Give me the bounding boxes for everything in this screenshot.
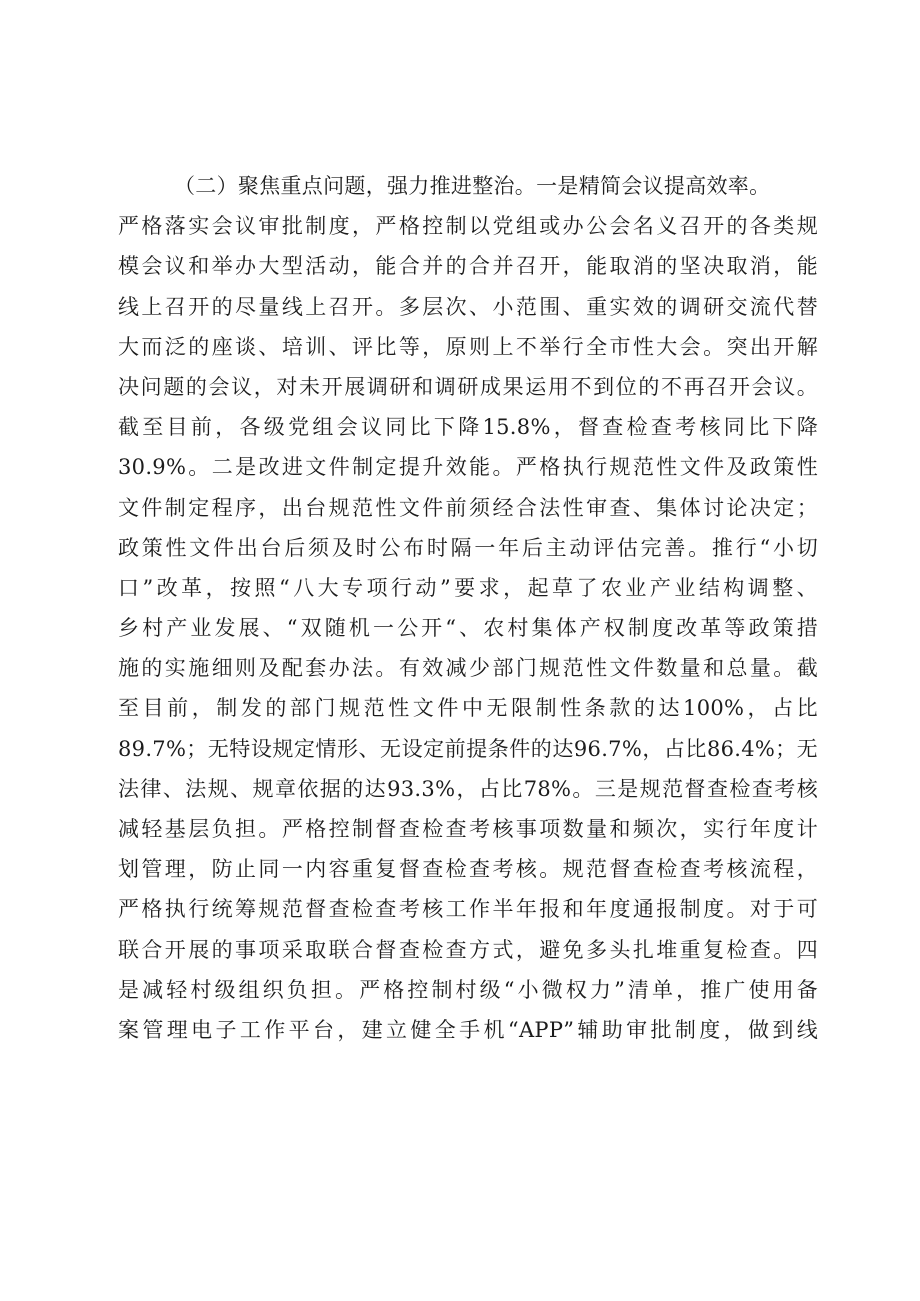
paragraph-line-18: 划管理，防止同一内容重复督查检查考核。规范督查检查考核流程， (118, 857, 818, 882)
paragraph-line-16: 法律、法规、规章依据的达93.3%，占比78%。三是规范督查检查考核 (118, 776, 818, 801)
paragraph-line-11: 口”改革，按照“八大专项行动”要求，起草了农业产业结构调整、 (118, 575, 818, 600)
paragraph-line-4: 线上召开的尽量线上召开。多层次、小范围、重实效的调研交流代替 (118, 294, 818, 319)
paragraph-line-12: 乡村产业发展、“双随机一公开“、农村集体产权制度改革等政策措 (118, 616, 818, 641)
paragraph-line-22: 案管理电子工作平台，建立健全手机“APP”辅助审批制度，做到线 (118, 1017, 818, 1042)
paragraph-line-9: 文件制定程序，出台规范性文件前须经合法性审查、集体讨论决定； (118, 495, 818, 520)
paragraph-line-15: 89.7%；无特设规定情形、无设定前提条件的达96.7%，占比86.4%；无 (118, 736, 818, 761)
paragraph-line-14: 至目前，制发的部门规范性文件中无限制性条款的达100%，占比 (118, 696, 818, 721)
paragraph-line-1: （二）聚焦重点问题，强力推进整治。一是精简会议提高效率。 (174, 174, 771, 198)
paragraph-line-21: 是减轻村级组织负担。严格控制村级“小微权力”清单，推广使用备 (118, 977, 818, 1002)
paragraph-line-20: 联合开展的事项采取联合督查检查方式，避免多头扎堆重复检查。四 (118, 937, 818, 962)
paragraph-line-10: 政策性文件出台后须及时公布时隔一年后主动评估完善。推行“小切 (118, 535, 818, 560)
paragraph-line-7: 截至目前，各级党组会议同比下降15.8%，督查检查考核同比下降 (118, 415, 818, 440)
paragraph-line-6: 决问题的会议，对未开展调研和调研成果运用不到位的不再召开会议。 (118, 374, 818, 399)
paragraph-line-5: 大而泛的座谈、培训、评比等，原则上不举行全市性大会。突出开解 (118, 334, 818, 359)
paragraph-line-2: 严格落实会议审批制度，严格控制以党组或办公会名义召开的各类规 (118, 214, 818, 239)
body-paragraph (118, 166, 818, 1050)
paragraph-line-17: 减轻基层负担。严格控制督查检查考核事项数量和频次，实行年度计 (118, 817, 818, 841)
paragraph-line-13: 施的实施细则及配套办法。有效减少部门规范性文件数量和总量。截 (118, 656, 818, 681)
paragraph-line-3: 模会议和举办大型活动，能合并的合并召开，能取消的坚决取消，能 (118, 254, 818, 279)
paragraph-line-8: 30.9%。二是改进文件制定提升效能。严格执行规范性文件及政策性 (118, 455, 818, 480)
paragraph-line-19: 严格执行统筹规范督查检查考核工作半年报和年度通报制度。对于可 (118, 897, 818, 922)
